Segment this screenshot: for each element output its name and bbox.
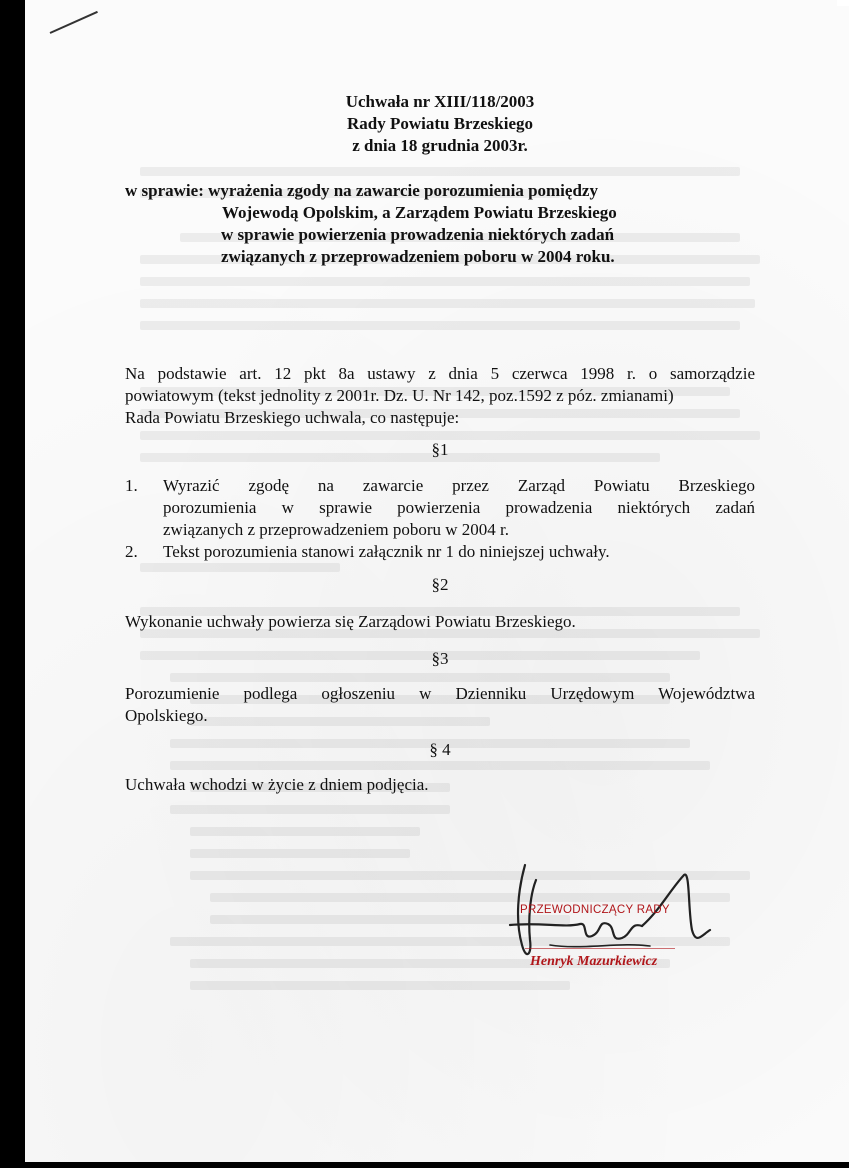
section-4-heading: § 4 [429, 740, 451, 759]
signature-name: Henryk Mazurkiewicz [530, 954, 658, 969]
section-2-heading: §2 [431, 575, 449, 594]
section-1-item-2-text: Tekst porozumienia stanowi załącznik nr 1 do niniejszej uchwały. [163, 542, 610, 561]
subject-line-3: w sprawie powierzenia prowadzenia niektórych zadań [221, 225, 615, 244]
section-1-item-1-line-3: związanych z przeprowadzeniem poboru w 2004 r. [163, 520, 510, 539]
subject-line-4: związanych z przeprowadzeniem poboru w 2004 roku. [221, 247, 615, 266]
basis-line-3: Rada Powiatu Brzeskiego uchwala, co następuje: [125, 408, 460, 427]
scan-corner [837, 0, 849, 6]
resolution-date: z dnia 18 grudnia 2003r. [352, 136, 528, 155]
basis-line-1: Na podstawie art. 12 pkt 8a ustawy z dnia 5 czerwca 1998 r. o samorządzie [125, 364, 755, 383]
resolution-number: Uchwała nr XIII/118/2003 [345, 92, 535, 111]
council-name: Rady Powiatu Brzeskiego [346, 114, 534, 133]
section-4-text: Uchwała wchodzi w życie z dniem podjęcia. [125, 775, 429, 794]
section-3-line-1: Porozumienie podlega ogłoszeniu w Dzienniku Urzędowym Województwa [125, 684, 755, 703]
section-2-text: Wykonanie uchwały powierza się Zarządowi Powiatu Brzeskiego. [125, 612, 576, 631]
basis-line-2: powiatowym (tekst jednolity z 2001r. Dz. U. Nr 142, poz.1592 z póz. zmianami) [125, 386, 674, 405]
section-1-item-1-line-2: porozumienia w sprawie powierzenia prowadzenia niektórych zadań [163, 498, 755, 517]
subject-line-2: Wojewodą Opolskim, a Zarządem Powiatu Brzeskiego [222, 203, 617, 222]
section-1-item-1-line-1: Wyrazić zgodę na zawarcie przez Zarząd Powiatu Brzeskiego [163, 476, 755, 495]
section-3-line-2: Opolskiego. [125, 706, 208, 725]
section-1-heading: §1 [431, 440, 449, 459]
subject-line-1: w sprawie: wyrażenia zgody na zawarcie porozumienia pomiędzy [125, 181, 598, 200]
section-3-heading: §3 [431, 649, 449, 668]
section-1-item-2-number: 2. [125, 542, 138, 561]
signature-title: PRZEWODNICZĄCY RADY [520, 904, 670, 916]
section-1-item-1-number: 1. [125, 476, 138, 495]
stamp-line [525, 948, 675, 949]
